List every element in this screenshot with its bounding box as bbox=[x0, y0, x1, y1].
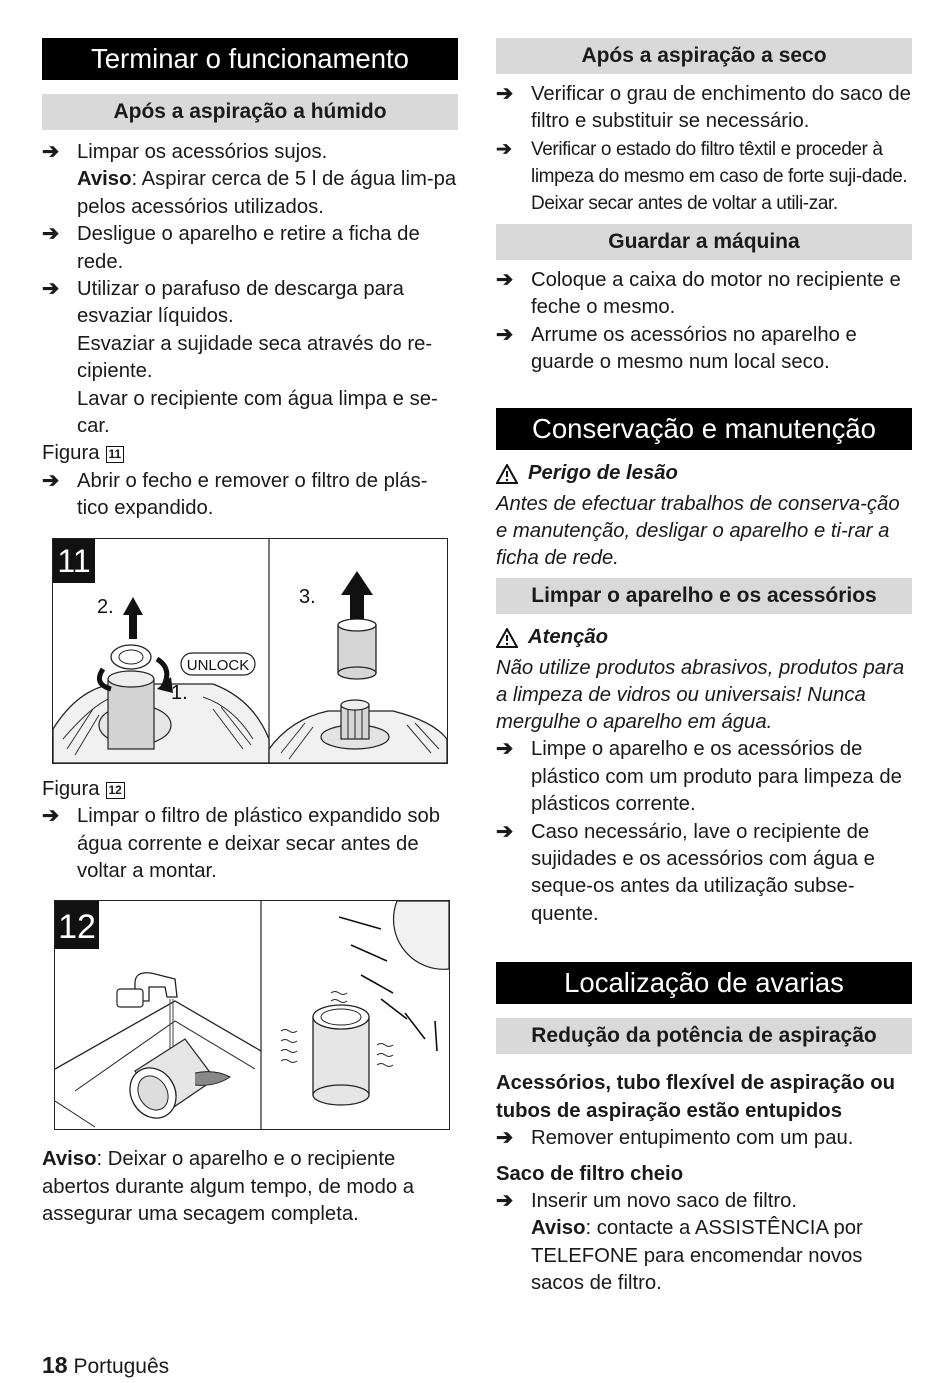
wet-steps bbox=[42, 139, 458, 523]
figure-11-illustration bbox=[53, 539, 447, 763]
page-footer bbox=[42, 1352, 169, 1379]
note: Aviso: Aspirar cerca de 5 l de água lim-pa pelos acessórios utilizados. bbox=[77, 168, 457, 218]
list-item: ➔ Limpe o aparelho e os acessórios de plástico com um produto para limpeza de plásticos corrente. bbox=[496, 738, 902, 816]
note: Aviso: contacte a ASSISTÊNCIA por TELEFONE para encomendar novos sacos de filtro. bbox=[531, 1217, 863, 1295]
list-item: ➔ Limpar os acessórios sujos. bbox=[42, 139, 458, 166]
left-column bbox=[42, 38, 458, 1229]
list-text: Esvaziar a sujidade seca através do re-cipiente. bbox=[77, 332, 433, 383]
subheading-power: Redução da potência de aspiração bbox=[496, 1018, 912, 1054]
arrow-right-icon: ➔ bbox=[42, 278, 59, 301]
figure-number: 11 bbox=[57, 542, 91, 579]
subheading-clean: Limpar o aparelho e os acessórios bbox=[496, 578, 912, 614]
list-item: ➔ Verificar o grau de enchimento do saco de filtro e substituir se necessário. bbox=[496, 83, 911, 133]
cause-full-bag: Saco de filtro cheio bbox=[496, 1162, 684, 1185]
danger-title: Perigo de lesão bbox=[496, 460, 912, 487]
dry-steps bbox=[496, 81, 912, 217]
right-column bbox=[496, 38, 912, 1298]
arrow-right-icon: ➔ bbox=[496, 138, 512, 160]
figure-12 bbox=[54, 900, 450, 1130]
arrow-right-icon: ➔ bbox=[496, 323, 513, 346]
arrow-right-icon: ➔ bbox=[42, 469, 59, 492]
list-item: ➔ Coloque a caixa do motor no recipiente e feche o mesmo. bbox=[496, 268, 901, 319]
list-item: ➔ Abrir o fecho e remover o filtro de plás-tico expandido. bbox=[42, 469, 428, 520]
arrow-right-icon: ➔ bbox=[42, 141, 59, 163]
arrow-right-icon: ➔ bbox=[496, 738, 513, 761]
heading-maintenance: Conservação e manutenção bbox=[496, 408, 912, 450]
heading-faults: Localização de avarias bbox=[496, 962, 912, 1004]
warning-triangle-icon bbox=[496, 628, 518, 648]
clean-steps bbox=[496, 736, 912, 928]
page-language: Português bbox=[73, 1355, 170, 1378]
list-item: ➔ Verificar o estado do filtro têxtil e proceder à limpeza do mesmo em caso de forte suji-dade. Deixar secar antes de voltar a utili-zar. bbox=[496, 136, 912, 217]
page-number: 18 bbox=[42, 1352, 68, 1378]
list-item: ➔ Utilizar o parafuso de descarga para esvaziar líquidos. bbox=[42, 278, 404, 328]
list-item: ➔ Caso necessário, lave o recipiente de sujidades e os acessórios com água e seque-os antes da utilização subse-quente. bbox=[496, 820, 875, 925]
step-1-label: 1. bbox=[171, 681, 188, 704]
list-item: ➔ Limpar o filtro de plástico expandido sob água corrente e deixar secar antes de voltar a montar. bbox=[42, 805, 441, 882]
drying-note: Aviso: Deixar o aparelho e o recipiente abertos durante algum tempo, de modo a assegurar uma secagem completa. bbox=[42, 1148, 415, 1226]
arrow-right-icon: ➔ bbox=[42, 223, 59, 246]
list-item: ➔ Remover entupimento com um pau. bbox=[496, 1125, 912, 1152]
store-steps bbox=[496, 267, 912, 377]
attention-text: Não utilize produtos abrasivos, produtos para a limpeza de vidros ou universais! Nunca mergulhe o aparelho em água. bbox=[496, 657, 905, 734]
warning-triangle-icon bbox=[496, 464, 518, 484]
figure-number: 12 bbox=[58, 908, 96, 947]
subheading-store: Guardar a máquina bbox=[496, 224, 912, 260]
step-2-label: 2. bbox=[97, 595, 114, 618]
arrow-right-icon: ➔ bbox=[496, 83, 513, 105]
figure-12-illustration bbox=[55, 901, 449, 1129]
fig12-steps bbox=[42, 776, 458, 886]
figure-11-ref: Figura 11 bbox=[42, 440, 458, 467]
arrow-right-icon: ➔ bbox=[496, 820, 513, 843]
arrow-right-icon: ➔ bbox=[42, 805, 59, 828]
step-3-label: 3. bbox=[299, 585, 316, 608]
list-item: ➔ Desligue o aparelho e retire a ficha de rede. bbox=[42, 223, 420, 273]
arrow-right-icon: ➔ bbox=[496, 1127, 513, 1150]
cause-clogged: Acessórios, tubo flexível de aspiração ou tubos de aspiração estão entupidos bbox=[496, 1072, 895, 1122]
heading-terminar: Terminar o funcionamento bbox=[42, 38, 458, 80]
arrow-right-icon: ➔ bbox=[496, 268, 513, 291]
unlock-label: UNLOCK bbox=[186, 656, 250, 674]
list-text: Lavar o recipiente com água limpa e se-car. bbox=[77, 387, 438, 438]
subheading-dry: Após a aspiração a seco bbox=[496, 38, 912, 74]
figure-11 bbox=[52, 538, 448, 764]
danger-text: Antes de efectuar trabalhos de conserva-ção e manutenção, desligar o aparelho e ti-rar a ficha de rede. bbox=[496, 493, 900, 570]
subheading-wet: Após a aspiração a húmido bbox=[42, 94, 458, 130]
list-item: ➔ Inserir um novo saco de filtro. bbox=[496, 1188, 912, 1215]
list-item: ➔ Arrume os acessórios no aparelho e guarde o mesmo num local seco. bbox=[496, 323, 857, 374]
attention-title: Atenção bbox=[496, 624, 912, 651]
figure-12-ref: Figura 12 bbox=[42, 776, 458, 803]
arrow-right-icon: ➔ bbox=[496, 1189, 513, 1212]
